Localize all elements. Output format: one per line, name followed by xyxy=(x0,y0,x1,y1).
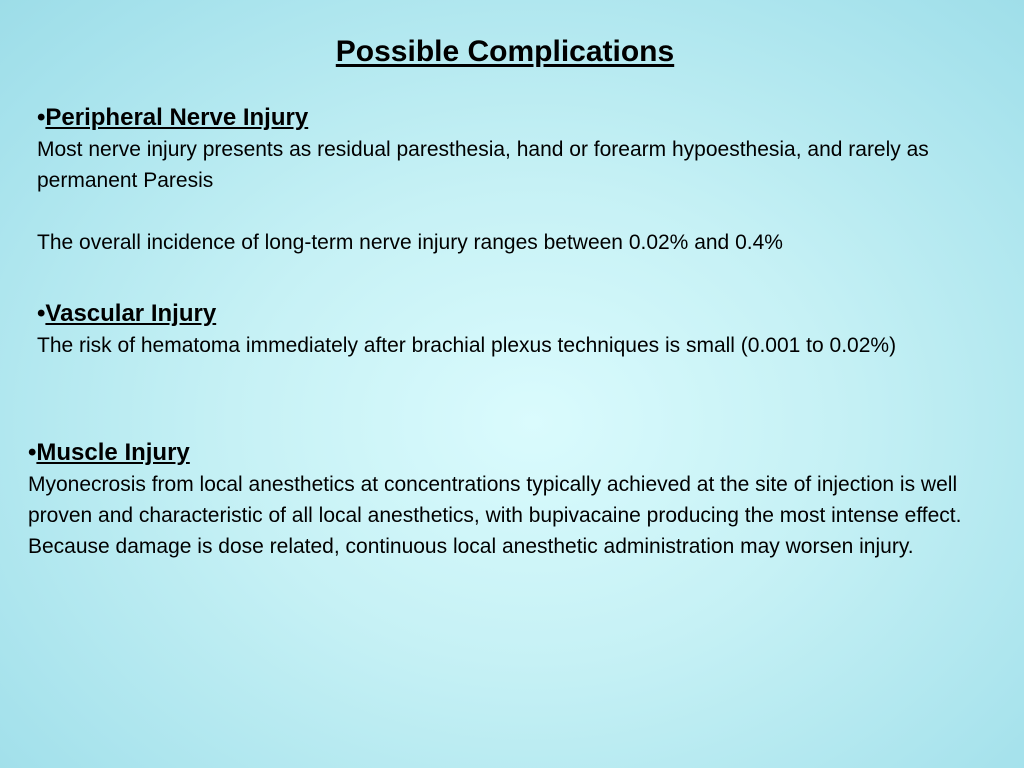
bullet-icon: • xyxy=(37,104,46,131)
section-heading xyxy=(28,437,998,469)
section-paragraph: Most nerve injury presents as residual paresthesia, hand or forearm hypoesthesia, and rarely as permanent Paresis xyxy=(37,138,929,192)
slide-title: Possible Complications xyxy=(335,35,675,68)
section-muscle-injury xyxy=(28,437,998,562)
heading-text: Peripheral Nerve Injury xyxy=(45,104,309,131)
section-paragraph: The risk of hematoma immediately after brachial plexus techniques is small (0.001 to 0.02%) xyxy=(37,334,897,357)
heading-text: Muscle Injury xyxy=(36,439,190,466)
bullet-icon: • xyxy=(37,300,46,327)
section-paragraph: Myonecrosis from local anesthetics at concentrations typically achieved at the site of injection is well proven and characteristic of all local anesthetics, with bupivacaine producing the most intense effect. Because damage is dose related, continuous local anesthetic administration may worsen injury. xyxy=(28,473,962,558)
bullet-icon: • xyxy=(28,439,37,466)
section-heading xyxy=(37,102,997,134)
section-paragraph: The overall incidence of long-term nerve injury ranges between 0.02% and 0.4% xyxy=(37,231,783,254)
section-heading xyxy=(37,298,1002,330)
paragraph-spacer xyxy=(37,196,997,227)
section-peripheral-nerve-injury xyxy=(37,102,997,258)
heading-text: Vascular Injury xyxy=(45,300,217,327)
section-vascular-injury xyxy=(37,298,1002,361)
